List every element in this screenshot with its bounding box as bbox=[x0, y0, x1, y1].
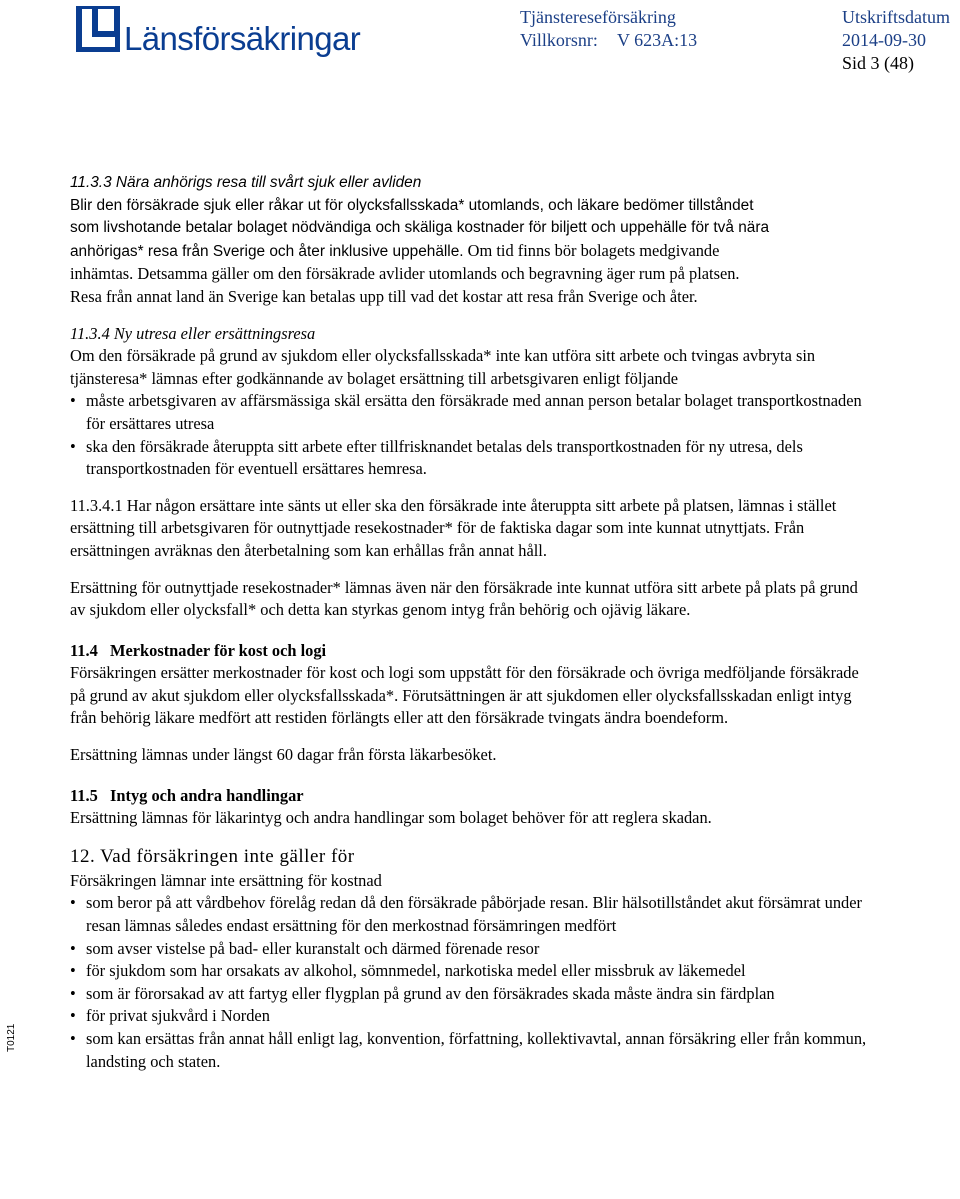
section-number: 11.5 bbox=[70, 785, 98, 805]
section-11-4-text: Försäkringen ersätter merkostnader för kost och logi som uppstått för den försäkrade och övriga medföljande försäkrade på grund av akut sjukdom eller olycksfallsskada*. Förutsättningen är att sjukdomen eller olycksfallsskadan enligt intyg från behörig läkare medfört att restiden förlängts eller att den försäkrade tvingats ändra boendeform. bbox=[70, 663, 859, 728]
section-11-3-3-line-1: Blir den försäkrade sjuk eller råkar ut för olycksfallsskada* utomlands, och läkare bedömer tillståndet bbox=[70, 196, 754, 214]
section-11-3-3-line-5: Resa från annat land än Sverige kan betalas upp till vad det kostar att resa från Sverige och åter. bbox=[70, 286, 698, 306]
section-11-4-text-2: Ersättning lämnas under längst 60 dagar från första läkarbesöket. bbox=[70, 745, 497, 765]
section-11-3-3-line-4: inhämtas. Detsamma gäller om den försäkrade avlider utomlands och begravning äger rum på platsen. bbox=[70, 264, 740, 284]
section-11-5-text: Ersättning lämnas för läkarintyg och andra handlingar som bolaget behöver för att reglera skadan. bbox=[70, 808, 712, 828]
section-11-3-4-heading: 11.3.4 Ny utresa eller ersättningsresa bbox=[70, 323, 316, 343]
product-label: Tjänstereseförsäkring bbox=[520, 7, 676, 27]
section-11-3-4-list bbox=[70, 390, 870, 480]
company-wordmark: Länsförsäkringar bbox=[124, 20, 361, 57]
list-item: • som kan ersättas från annat håll enligt lag, konvention, författning, kollektivavtal, annan försäkring eller från kommun, landsting och staten. bbox=[70, 1028, 870, 1073]
section-11-3-4-1-text-2: Ersättning för outnyttjade resekostnader* lämnas även när den försäkrade inte kunnat utföra sitt arbete på plats på grund av sjukdom eller olycksfall* och detta kan styrkas genom intyg från behörig och ojävig läkare. bbox=[70, 577, 858, 620]
list-item: • för sjukdom som har orsakats av alkohol, sömnmedel, narkotiska medel eller missbruk av läkemedel bbox=[70, 960, 870, 983]
section-11-3-3-line-3b: Om tid finns bör bolagets medgivande bbox=[467, 240, 720, 260]
list-item: • som är förorsakad av att fartyg eller flygplan på grund av den försäkrades skada måste ändra sin färdplan bbox=[70, 983, 870, 1006]
section-title: Intyg och andra handlingar bbox=[110, 785, 304, 805]
print-date-label: Utskriftsdatum bbox=[842, 7, 950, 27]
section-11-3-3-line-3a: anhörigas* resa från Sverige och åter inklusive uppehälle. bbox=[70, 242, 464, 260]
form-code: T0121 bbox=[6, 1023, 17, 1052]
section-title: Merkostnader för kost och logi bbox=[110, 640, 327, 660]
terms-value: V 623A:13 bbox=[617, 30, 698, 50]
section-11-3-3-heading: 11.3.3 Nära anhörigs resa till svårt sjuk eller avliden bbox=[70, 174, 422, 191]
print-date: 2014-09-30 bbox=[842, 30, 926, 50]
terms-label: Villkorsnr: bbox=[520, 30, 598, 50]
list-item: • för privat sjukvård i Norden bbox=[70, 1005, 870, 1028]
chapter-12-heading: 12. Vad försäkringen inte gäller för bbox=[70, 845, 355, 867]
chapter-12-intro: Försäkringen lämnar inte ersättning för kostnad bbox=[70, 870, 382, 890]
section-11-4-heading bbox=[70, 640, 870, 663]
list-item: • ska den försäkrade återuppta sitt arbete efter tillfrisknandet betalas dels transportkostnaden för ny utresa, dels transportkostnaden för eventuell ersättares hemresa. bbox=[70, 436, 870, 481]
chapter-12-list bbox=[70, 892, 870, 1073]
list-item: • måste arbetsgivaren av affärsmässiga skäl ersätta den försäkrade med annan person betalar bolaget transportkostnaden för ersättares utresa bbox=[70, 390, 870, 435]
section-11-5-heading bbox=[70, 785, 870, 808]
page-number: Sid 3 (48) bbox=[842, 53, 914, 73]
list-item: • som beror på att vårdbehov förelåg redan då den försäkrade påbörjade resan. Blir hälsotillståndet akut försämrat under resan lämnas således endast ersättning för den merkostnad försämringen medfört bbox=[70, 892, 870, 937]
lansforsakringar-logo-mark bbox=[76, 6, 120, 52]
section-number: 11.4 bbox=[70, 640, 98, 660]
list-item: • som avser vistelse på bad- eller kuranstalt och därmed förenade resor bbox=[70, 938, 870, 961]
section-11-3-3-line-3 bbox=[70, 240, 870, 264]
section-11-3-4-1-text: 11.3.4.1 Har någon ersättare inte sänts ut eller ska den försäkrade inte återuppta sitt arbete på platsen, lämnas i stället ersättning till arbetsgivaren för outnyttjade resekostnader* för de faktiska dagar som inte kunnat utnyttjats. Från ersättningen avräknas den återbetalning som kan erhållas från annat håll. bbox=[70, 495, 837, 560]
company-logo bbox=[76, 6, 376, 60]
section-11-3-4-intro: Om den försäkrade på grund av sjukdom eller olycksfallsskada* inte kan utföra sitt arbete och tvingas avbryta sin tjänsteresa* lämnas efter godkännande av bolaget ersättning till arbetsgivaren enligt följande bbox=[70, 346, 816, 388]
section-11-3-3-line-2: som livshotande betalar bolaget nödvändiga och skäliga kostnader för biljett och uppehälle för två nära bbox=[70, 219, 770, 237]
document-body bbox=[70, 172, 870, 1073]
